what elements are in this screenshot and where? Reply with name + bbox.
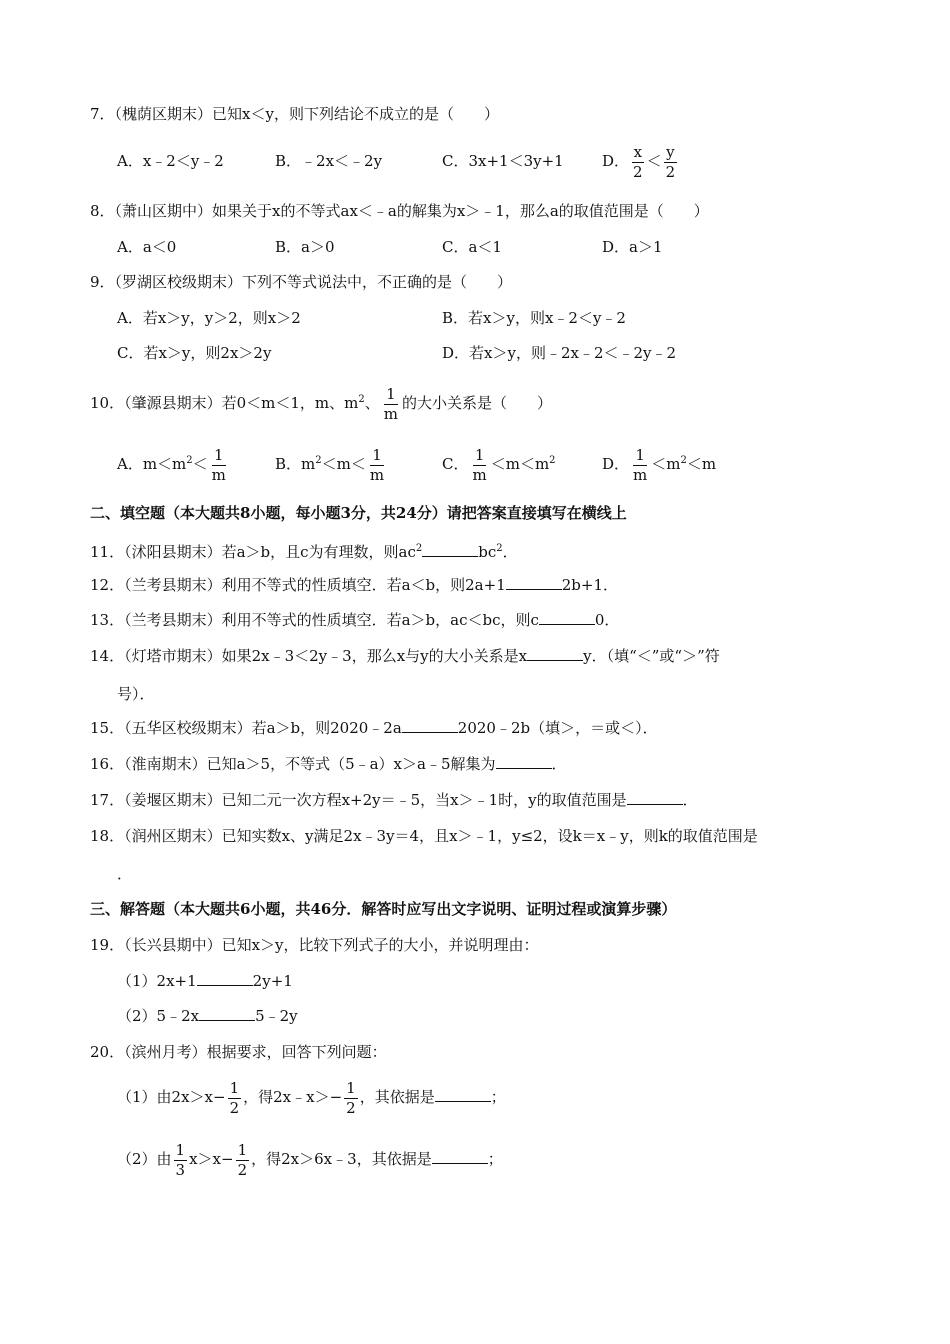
q10-option-a: A．$m<m^2<$ $\frac{1}{m}$: [117, 445, 226, 484]
q15: 15．（五华区校级期末）若a＞b，则2020﹣2a 2020﹣2b（填＞，＝或＜）．: [90, 719, 658, 737]
q18: 18．（润州区期末）已知实数x、y满足2x﹣3y＝4，且x＞﹣1，y≤2，设k＝x﹣y，则k的取值范围是: [90, 827, 758, 845]
q20-part2: （2）由 $\frac{1}{3}$ x＞x− $\frac{1}{2}$ ，得2x＞6x﹣3，其依据是 ；: [117, 1140, 503, 1179]
q8-option-c: C．a＜1: [442, 238, 502, 256]
answer-blank[interactable]: [432, 1149, 488, 1164]
q9-option-b: B．若x＞y，则x﹣2＜y﹣2: [442, 309, 626, 327]
q14-line2: 号）．: [117, 685, 155, 703]
q10-option-c: C． $\frac{1}{m}$ $<m<m^2$: [442, 445, 556, 484]
q16: 16．（淮南期末）已知a＞5，不等式（5﹣a）x＞a﹣5解集为 ．: [90, 755, 567, 773]
q11: 11．（沭阳县期末）若a＞b，且c为有理数，则$ac^2$ $bc^2$．: [90, 543, 518, 561]
answer-blank[interactable]: [496, 754, 552, 769]
q8-option-b: B．a＞0: [275, 238, 335, 256]
q14: 14．（灯塔市期末）如果2x﹣3＜2y﹣3，那么x与y的大小关系是x y．（填“＜”或“＞”符: [90, 647, 720, 665]
answer-blank[interactable]: [506, 575, 562, 590]
q19-part1: （1）2x+1 2y+1: [117, 972, 293, 990]
q18-line2: ．: [117, 865, 133, 883]
answer-blank[interactable]: [197, 971, 253, 986]
q19-stem: 19．（长兴县期中）已知x＞y，比较下列式子的大小，并说明理由：: [90, 936, 539, 954]
q7-option-b: B．﹣2x＜﹣2y: [275, 152, 383, 170]
q13: 13．（兰考县期末）利用不等式的性质填空．若a＞b，ac＜bc，则c 0．: [90, 611, 620, 629]
q20-stem: 20．（滨州月考）根据要求，回答下列问题：: [90, 1043, 387, 1061]
q19-part2: （2）5﹣2x 5﹣2y: [117, 1007, 298, 1025]
section-3-heading: 三、解答题（本大题共6小题，共46分．解答时应写出文字说明、证明过程或演算步骤）: [90, 900, 677, 918]
answer-blank[interactable]: [627, 790, 683, 805]
q7-option-a: A．x﹣2＜y﹣2: [117, 152, 224, 170]
q10-option-d: D． $\frac{1}{m}$ $<m^2<m$: [602, 445, 717, 484]
q10-option-b: B．$m^2<m<$ $\frac{1}{m}$: [275, 445, 385, 484]
q9-option-d: D．若x＞y，则﹣2x﹣2＜﹣2y﹣2: [442, 344, 677, 362]
answer-blank[interactable]: [539, 610, 595, 625]
q8-stem: 8．（萧山区期中）如果关于x的不等式ax＜﹣a的解集为x＞﹣1，那么a的取值范围是（ ）: [90, 202, 709, 220]
answer-blank[interactable]: [435, 1087, 491, 1102]
q20-part1: （1）由2x＞x− $\frac{1}{2}$ ，得2x﹣x＞− $\frac{1}{2}$ ，其依据是 ；: [117, 1078, 506, 1117]
q17: 17．（姜堰区期末）已知二元一次方程x+2y＝﹣5，当x＞﹣1时，y的取值范围是 ．: [90, 791, 698, 809]
q9-option-c: C．若x＞y，则2x＞2y: [117, 344, 272, 362]
q7-option-c: C．3x+1＜3y+1: [442, 152, 564, 170]
answer-blank[interactable]: [199, 1006, 255, 1021]
q12: 12．（兰考县期末）利用不等式的性质填空．若a＜b，则2a+1 2b+1．: [90, 576, 618, 594]
q9-stem: 9．（罗湖区校级期末）下列不等式说法中，不正确的是（ ）: [90, 273, 513, 291]
q9-option-a: A．若x＞y，y＞2，则x＞2: [117, 309, 301, 327]
q10-stem: 10．（肇源县期末）若0＜m＜1，m、$m^2$、 $\frac{1}{m}$ 的大小关系是（ ）: [90, 384, 552, 423]
q7-option-d: D． $\frac{x}{2}$ ＜ $\frac{y}{2}$: [602, 142, 676, 181]
q8-option-d: D．a＞1: [602, 238, 663, 256]
q8-option-a: A．a＜0: [117, 238, 177, 256]
answer-blank[interactable]: [527, 646, 583, 661]
q7-stem: 7．（槐荫区期末）已知x＜y，则下列结论不成立的是（ ）: [90, 105, 499, 123]
answer-blank[interactable]: [422, 542, 478, 557]
answer-blank[interactable]: [402, 718, 458, 733]
section-2-heading: 二、填空题（本大题共8小题，每小题3分，共24分）请把答案直接填写在横线上: [90, 504, 627, 522]
